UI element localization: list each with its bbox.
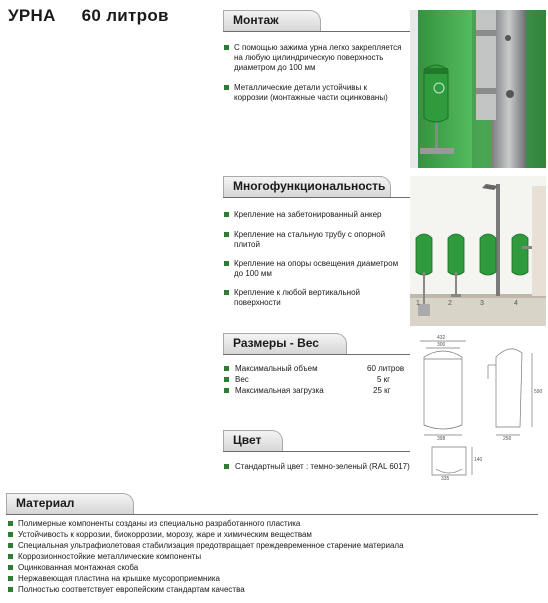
title-name: УРНА (8, 6, 56, 25)
list-item: Металлические детали устойчивы к коррозии (монтажные части оцинкованы) (224, 83, 402, 103)
spec-row (224, 363, 410, 374)
mounting-variants-figure (410, 176, 546, 326)
list-item: Полимерные компоненты созданы из специально разработанного пластика (8, 519, 538, 529)
technical-drawings (410, 335, 546, 485)
dim-top-inner: 300 (437, 342, 446, 348)
color-text: Стандартный цвет : темно-зеленый (RAL 6017) (235, 462, 410, 471)
section-material-title: Материал (16, 496, 75, 510)
list-item: С помощью зажима урна легко закрепляется на любую цилиндрическую поверхность диаметром до 100 мм (224, 43, 402, 73)
figure-label-1: 1 (416, 300, 420, 307)
spec-value: 60 литров (367, 364, 405, 373)
list-item: Крепление на стальную трубу с опорной плитой (224, 230, 406, 250)
figure-label-2: 2 (448, 300, 452, 307)
dim-top-outer: 432 (437, 335, 446, 341)
spec-label: Максимальный объем (235, 364, 318, 373)
list-item: Крепление к любой вертикальной поверхности (224, 288, 406, 308)
section-sizes-header (223, 333, 410, 355)
dim-base-h: 140 (474, 457, 483, 463)
sizes-table (224, 363, 410, 396)
list-item: Коррозионностойкие металлические компоненты (8, 552, 538, 562)
multi-list (224, 210, 406, 308)
list-item: Специальная ультрафиолетовая стабилизация предотвращает преждевременное старение материала (8, 541, 538, 551)
spec-label: Вес (235, 375, 249, 384)
dim-base-w: 335 (441, 476, 450, 482)
list-item: Крепление на забетонированный анкер (224, 210, 406, 220)
list-item: Оцинкованная монтажная скоба (8, 563, 538, 573)
page-title (8, 6, 169, 26)
figure-label-3: 3 (480, 300, 484, 307)
spec-label: Максимальная загрузка (235, 386, 324, 395)
spec-value: 5 кг (377, 375, 391, 384)
list-item: Нержавеющая пластина на крышке мусороприемника (8, 574, 538, 584)
section-montage-title: Монтаж (233, 13, 279, 27)
color-row (224, 461, 414, 472)
section-material-header (6, 493, 538, 515)
dim-height-side: 590 (534, 389, 543, 395)
section-sizes-title: Размеры - Вес (233, 336, 319, 350)
dim-depth-side: 256 (503, 436, 512, 442)
montage-photo (410, 10, 546, 168)
material-list (8, 519, 538, 595)
section-multi-title: Многофункциональность (233, 179, 386, 193)
montage-list (224, 43, 402, 103)
section-montage-header (223, 10, 410, 32)
spec-value: 25 кг (373, 386, 391, 395)
spec-row (224, 374, 410, 385)
section-color-title: Цвет (233, 433, 262, 447)
list-item: Полностью соответствует европейским стандартам качества (8, 585, 538, 595)
section-color-header (223, 430, 410, 452)
dim-width-front: 398 (437, 436, 446, 442)
list-item: Устойчивость к коррозии, биокоррозии, морозу, жаре и химическим веществам (8, 530, 538, 540)
figure-label-4: 4 (514, 300, 518, 307)
list-item: Крепление на опоры освещения диаметром до 100 мм (224, 259, 406, 279)
title-volume: 60 литров (81, 6, 169, 25)
spec-row (224, 385, 410, 396)
bin-on-pole-illustration (410, 10, 546, 168)
section-multi-header (223, 176, 410, 198)
